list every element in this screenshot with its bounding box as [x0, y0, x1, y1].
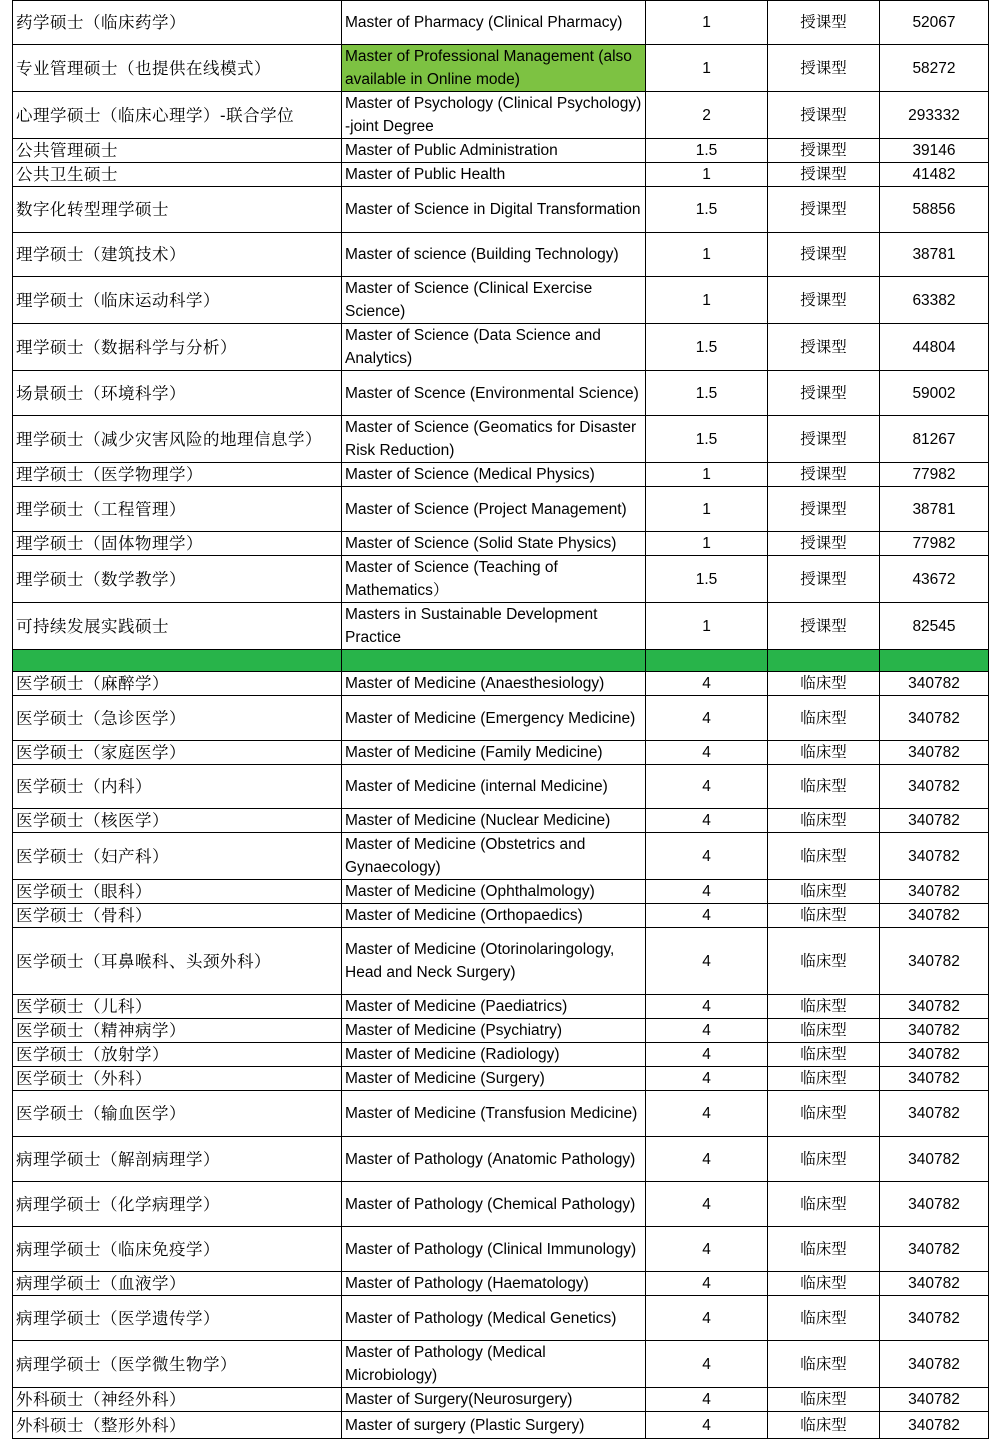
- chinese-program-name-cell: 医学硕士（内科）: [13, 765, 342, 809]
- tuition-fee-cell: 293332: [880, 92, 989, 139]
- english-program-name-cell: Master of Medicine (Ophthalmology): [342, 880, 646, 904]
- duration-years-cell: 1: [646, 463, 768, 487]
- english-program-name-cell: Master of Medicine (Obstetrics and Gynaecology): [342, 833, 646, 880]
- separator-cell: [646, 650, 768, 672]
- english-program-name-cell: Master of Pathology (Anatomic Pathology): [342, 1137, 646, 1182]
- tuition-fee-cell: 59002: [880, 371, 989, 416]
- english-program-name-cell: Master of Science (Project Management): [342, 487, 646, 532]
- english-program-name-cell: Master of Medicine (Nuclear Medicine): [342, 809, 646, 833]
- tuition-fee-cell: 340782: [880, 1182, 989, 1227]
- chinese-program-name-cell: 医学硕士（核医学）: [13, 809, 342, 833]
- tuition-fee-cell: 77982: [880, 532, 989, 556]
- duration-years-cell: 4: [646, 833, 768, 880]
- tuition-fee-cell: 340782: [880, 1019, 989, 1043]
- chinese-program-name-cell: 病理学硕士（解剖病理学）: [13, 1137, 342, 1182]
- tuition-fee-cell: 340782: [880, 809, 989, 833]
- table-row: [13, 696, 989, 741]
- table-row: [13, 1019, 989, 1043]
- table-row: [13, 139, 989, 163]
- table-row: [13, 487, 989, 532]
- duration-years-cell: 1.5: [646, 416, 768, 463]
- duration-years-cell: 1: [646, 603, 768, 650]
- tuition-fee-cell: 340782: [880, 904, 989, 928]
- tuition-fee-cell: 340782: [880, 1137, 989, 1182]
- chinese-program-name-cell: 理学硕士（数据科学与分析）: [13, 324, 342, 371]
- table-row: [13, 1388, 989, 1412]
- tuition-fee-cell: 58856: [880, 187, 989, 233]
- chinese-program-name-cell: 医学硕士（家庭医学）: [13, 741, 342, 765]
- english-program-name-cell: Master of Psychology (Clinical Psychology) -joint Degree: [342, 92, 646, 139]
- program-fee-table: [12, 0, 989, 1439]
- english-program-name-cell: Master of Medicine (Otorinolaringology, Head and Neck Surgery): [342, 928, 646, 995]
- tuition-fee-cell: 58272: [880, 45, 989, 92]
- english-program-name-cell: Master of Science (Clinical Exercise Science): [342, 277, 646, 324]
- english-program-name-cell: Master of Medicine (internal Medicine): [342, 765, 646, 809]
- program-type-cell: 临床型: [768, 1388, 880, 1412]
- chinese-program-name-cell: 公共管理硕士: [13, 139, 342, 163]
- duration-years-cell: 4: [646, 1043, 768, 1067]
- tuition-fee-cell: 41482: [880, 163, 989, 187]
- chinese-program-name-cell: 医学硕士（输血医学）: [13, 1091, 342, 1137]
- chinese-program-name-cell: 医学硕士（精神病学）: [13, 1019, 342, 1043]
- english-program-name-cell: Master of Professional Management (also available in Online mode): [342, 45, 646, 92]
- duration-years-cell: 1.5: [646, 324, 768, 371]
- chinese-program-name-cell: 医学硕士（骨科）: [13, 904, 342, 928]
- english-program-name-cell: Master of Scence (Environmental Science): [342, 371, 646, 416]
- program-type-cell: 临床型: [768, 765, 880, 809]
- program-type-cell: 临床型: [768, 833, 880, 880]
- section-separator-row: [13, 650, 989, 672]
- table-row: [13, 603, 989, 650]
- program-type-cell: 临床型: [768, 741, 880, 765]
- english-program-name-cell: Master of Medicine (Anaesthesiology): [342, 672, 646, 696]
- table-row: [13, 1227, 989, 1272]
- program-type-cell: 授课型: [768, 139, 880, 163]
- table-row: [13, 809, 989, 833]
- program-type-cell: 临床型: [768, 696, 880, 741]
- tuition-fee-cell: 44804: [880, 324, 989, 371]
- chinese-program-name-cell: 数字化转型理学硕士: [13, 187, 342, 233]
- program-type-cell: 临床型: [768, 1182, 880, 1227]
- table-row: [13, 1296, 989, 1341]
- program-type-cell: 临床型: [768, 995, 880, 1019]
- duration-years-cell: 1: [646, 487, 768, 532]
- program-type-cell: 授课型: [768, 163, 880, 187]
- duration-years-cell: 4: [646, 672, 768, 696]
- duration-years-cell: 1.5: [646, 139, 768, 163]
- tuition-fee-cell: 81267: [880, 416, 989, 463]
- table-row: [13, 741, 989, 765]
- program-type-cell: 临床型: [768, 1019, 880, 1043]
- tuition-fee-cell: 340782: [880, 1227, 989, 1272]
- duration-years-cell: 4: [646, 995, 768, 1019]
- chinese-program-name-cell: 病理学硕士（血液学）: [13, 1272, 342, 1296]
- duration-years-cell: 1: [646, 233, 768, 277]
- chinese-program-name-cell: 理学硕士（临床运动科学）: [13, 277, 342, 324]
- table-row: [13, 1182, 989, 1227]
- duration-years-cell: 4: [646, 1019, 768, 1043]
- tuition-fee-cell: 38781: [880, 487, 989, 532]
- duration-years-cell: 4: [646, 904, 768, 928]
- chinese-program-name-cell: 专业管理硕士（也提供在线模式）: [13, 45, 342, 92]
- separator-cell: [342, 650, 646, 672]
- english-program-name-cell: Master of surgery (Plastic Surgery): [342, 1412, 646, 1439]
- english-program-name-cell: Master of Public Administration: [342, 139, 646, 163]
- table-row: [13, 532, 989, 556]
- program-type-cell: 授课型: [768, 416, 880, 463]
- duration-years-cell: 1.5: [646, 556, 768, 603]
- duration-years-cell: 4: [646, 1388, 768, 1412]
- chinese-program-name-cell: 可持续发展实践硕士: [13, 603, 342, 650]
- program-type-cell: 授课型: [768, 463, 880, 487]
- tuition-fee-cell: 340782: [880, 741, 989, 765]
- english-program-name-cell: Master of Pathology (Haematology): [342, 1272, 646, 1296]
- english-program-name-cell: Master of Science (Solid State Physics): [342, 532, 646, 556]
- tuition-fee-cell: 82545: [880, 603, 989, 650]
- duration-years-cell: 4: [646, 1137, 768, 1182]
- table-row: [13, 1341, 989, 1388]
- table-row: [13, 995, 989, 1019]
- table-row: [13, 833, 989, 880]
- chinese-program-name-cell: 外科硕士（神经外科）: [13, 1388, 342, 1412]
- program-type-cell: 授课型: [768, 487, 880, 532]
- program-type-cell: 授课型: [768, 603, 880, 650]
- tuition-fee-cell: 340782: [880, 995, 989, 1019]
- chinese-program-name-cell: 病理学硕士（化学病理学）: [13, 1182, 342, 1227]
- tuition-fee-cell: 340782: [880, 1091, 989, 1137]
- duration-years-cell: 4: [646, 1067, 768, 1091]
- program-type-cell: 临床型: [768, 1137, 880, 1182]
- program-type-cell: 授课型: [768, 532, 880, 556]
- chinese-program-name-cell: 理学硕士（数学教学）: [13, 556, 342, 603]
- duration-years-cell: 4: [646, 809, 768, 833]
- duration-years-cell: 4: [646, 928, 768, 995]
- chinese-program-name-cell: 药学硕士（临床药学）: [13, 1, 342, 45]
- chinese-program-name-cell: 场景硕士（环境科学）: [13, 371, 342, 416]
- chinese-program-name-cell: 外科硕士（整形外科）: [13, 1412, 342, 1439]
- duration-years-cell: 4: [646, 696, 768, 741]
- table-row: [13, 233, 989, 277]
- separator-cell: [880, 650, 989, 672]
- tuition-fee-cell: 43672: [880, 556, 989, 603]
- duration-years-cell: 4: [646, 1272, 768, 1296]
- chinese-program-name-cell: 理学硕士（建筑技术）: [13, 233, 342, 277]
- tuition-fee-cell: 340782: [880, 1067, 989, 1091]
- program-type-cell: 授课型: [768, 45, 880, 92]
- tuition-fee-cell: 39146: [880, 139, 989, 163]
- table-row: [13, 1412, 989, 1439]
- table-row: [13, 880, 989, 904]
- table-row: [13, 672, 989, 696]
- program-type-cell: 临床型: [768, 1412, 880, 1439]
- separator-cell: [13, 650, 342, 672]
- chinese-program-name-cell: 医学硕士（麻醉学）: [13, 672, 342, 696]
- tuition-fee-cell: 340782: [880, 696, 989, 741]
- english-program-name-cell: Master of Surgery(Neurosurgery): [342, 1388, 646, 1412]
- tuition-fee-cell: 52067: [880, 1, 989, 45]
- chinese-program-name-cell: 理学硕士（固体物理学）: [13, 532, 342, 556]
- program-type-cell: 临床型: [768, 1091, 880, 1137]
- english-program-name-cell: Master of Science (Geomatics for Disaster Risk Reduction): [342, 416, 646, 463]
- english-program-name-cell: Master of Medicine (Transfusion Medicine): [342, 1091, 646, 1137]
- chinese-program-name-cell: 理学硕士（工程管理）: [13, 487, 342, 532]
- table-row: [13, 1091, 989, 1137]
- chinese-program-name-cell: 医学硕士（妇产科）: [13, 833, 342, 880]
- chinese-program-name-cell: 病理学硕士（医学遗传学）: [13, 1296, 342, 1341]
- english-program-name-cell: Master of Science (Data Science and Analytics): [342, 324, 646, 371]
- english-program-name-cell: Master of Pathology (Chemical Pathology): [342, 1182, 646, 1227]
- english-program-name-cell: Master of Pathology (Clinical Immunology): [342, 1227, 646, 1272]
- table-row: [13, 416, 989, 463]
- english-program-name-cell: Master of Medicine (Emergency Medicine): [342, 696, 646, 741]
- tuition-fee-cell: 340782: [880, 1388, 989, 1412]
- table-row: [13, 556, 989, 603]
- table-row: [13, 1043, 989, 1067]
- duration-years-cell: 2: [646, 92, 768, 139]
- tuition-fee-cell: 340782: [880, 1296, 989, 1341]
- tuition-fee-cell: 340782: [880, 1272, 989, 1296]
- program-type-cell: 授课型: [768, 187, 880, 233]
- table-row: [13, 1067, 989, 1091]
- english-program-name-cell: Master of Medicine (Psychiatry): [342, 1019, 646, 1043]
- program-type-cell: 授课型: [768, 277, 880, 324]
- chinese-program-name-cell: 医学硕士（外科）: [13, 1067, 342, 1091]
- duration-years-cell: 4: [646, 1412, 768, 1439]
- table-row: [13, 371, 989, 416]
- chinese-program-name-cell: 公共卫生硕士: [13, 163, 342, 187]
- program-type-cell: 授课型: [768, 371, 880, 416]
- program-type-cell: 授课型: [768, 1, 880, 45]
- program-type-cell: 授课型: [768, 556, 880, 603]
- chinese-program-name-cell: 医学硕士（急诊医学）: [13, 696, 342, 741]
- tuition-fee-cell: 77982: [880, 463, 989, 487]
- table-row: [13, 1272, 989, 1296]
- program-type-cell: 授课型: [768, 92, 880, 139]
- tuition-fee-cell: 340782: [880, 765, 989, 809]
- english-program-name-cell: Master of Public Health: [342, 163, 646, 187]
- duration-years-cell: 1: [646, 45, 768, 92]
- tuition-fee-cell: 340782: [880, 1043, 989, 1067]
- english-program-name-cell: Master of Medicine (Surgery): [342, 1067, 646, 1091]
- program-type-cell: 授课型: [768, 233, 880, 277]
- program-type-cell: 临床型: [768, 880, 880, 904]
- chinese-program-name-cell: 医学硕士（耳鼻喉科、头颈外科）: [13, 928, 342, 995]
- duration-years-cell: 1: [646, 163, 768, 187]
- duration-years-cell: 1.5: [646, 187, 768, 233]
- chinese-program-name-cell: 理学硕士（减少灾害风险的地理信息学）: [13, 416, 342, 463]
- table-row: [13, 324, 989, 371]
- tuition-fee-cell: 340782: [880, 1412, 989, 1439]
- english-program-name-cell: Master of Medicine (Family Medicine): [342, 741, 646, 765]
- table-row: [13, 187, 989, 233]
- table-row: [13, 45, 989, 92]
- duration-years-cell: 1.5: [646, 371, 768, 416]
- chinese-program-name-cell: 病理学硕士（医学微生物学）: [13, 1341, 342, 1388]
- program-type-cell: 临床型: [768, 1341, 880, 1388]
- tuition-fee-cell: 63382: [880, 277, 989, 324]
- english-program-name-cell: Master of Medicine (Radiology): [342, 1043, 646, 1067]
- duration-years-cell: 4: [646, 1296, 768, 1341]
- chinese-program-name-cell: 心理学硕士（临床心理学）-联合学位: [13, 92, 342, 139]
- english-program-name-cell: Master of Science (Medical Physics): [342, 463, 646, 487]
- chinese-program-name-cell: 医学硕士（放射学）: [13, 1043, 342, 1067]
- program-type-cell: 临床型: [768, 928, 880, 995]
- separator-cell: [768, 650, 880, 672]
- tuition-fee-cell: 340782: [880, 833, 989, 880]
- program-type-cell: 临床型: [768, 672, 880, 696]
- english-program-name-cell: Master of Medicine (Paediatrics): [342, 995, 646, 1019]
- english-program-name-cell: Masters in Sustainable Development Practice: [342, 603, 646, 650]
- chinese-program-name-cell: 医学硕士（眼科）: [13, 880, 342, 904]
- tuition-fee-cell: 38781: [880, 233, 989, 277]
- english-program-name-cell: Master of Pathology (Medical Genetics): [342, 1296, 646, 1341]
- english-program-name-cell: Master of Science in Digital Transformation: [342, 187, 646, 233]
- duration-years-cell: 4: [646, 1227, 768, 1272]
- chinese-program-name-cell: 理学硕士（医学物理学）: [13, 463, 342, 487]
- table-row: [13, 1137, 989, 1182]
- tuition-fee-cell: 340782: [880, 672, 989, 696]
- table-row: [13, 765, 989, 809]
- program-type-cell: 临床型: [768, 1296, 880, 1341]
- english-program-name-cell: Master of Medicine (Orthopaedics): [342, 904, 646, 928]
- tuition-fee-cell: 340782: [880, 880, 989, 904]
- english-program-name-cell: Master of science (Building Technology): [342, 233, 646, 277]
- chinese-program-name-cell: 医学硕士（儿科）: [13, 995, 342, 1019]
- duration-years-cell: 4: [646, 880, 768, 904]
- duration-years-cell: 1: [646, 1, 768, 45]
- table-row: [13, 1, 989, 45]
- english-program-name-cell: Master of Pharmacy (Clinical Pharmacy): [342, 1, 646, 45]
- duration-years-cell: 4: [646, 1341, 768, 1388]
- duration-years-cell: 4: [646, 765, 768, 809]
- chinese-program-name-cell: 病理学硕士（临床免疫学）: [13, 1227, 342, 1272]
- english-program-name-cell: Master of Science (Teaching of Mathematics）: [342, 556, 646, 603]
- english-program-name-cell: Master of Pathology (Medical Microbiology): [342, 1341, 646, 1388]
- program-type-cell: 临床型: [768, 809, 880, 833]
- table-row: [13, 904, 989, 928]
- table-row: [13, 163, 989, 187]
- duration-years-cell: 4: [646, 1182, 768, 1227]
- duration-years-cell: 1: [646, 532, 768, 556]
- program-type-cell: 临床型: [768, 1067, 880, 1091]
- program-type-cell: 临床型: [768, 904, 880, 928]
- table-row: [13, 928, 989, 995]
- tuition-fee-cell: 340782: [880, 1341, 989, 1388]
- program-type-cell: 授课型: [768, 324, 880, 371]
- table-row: [13, 92, 989, 139]
- table-row: [13, 463, 989, 487]
- table-body: [13, 1, 989, 1439]
- duration-years-cell: 1: [646, 277, 768, 324]
- duration-years-cell: 4: [646, 1091, 768, 1137]
- tuition-fee-cell: 340782: [880, 928, 989, 995]
- program-type-cell: 临床型: [768, 1043, 880, 1067]
- program-type-cell: 临床型: [768, 1227, 880, 1272]
- table-row: [13, 277, 989, 324]
- duration-years-cell: 4: [646, 741, 768, 765]
- program-type-cell: 临床型: [768, 1272, 880, 1296]
